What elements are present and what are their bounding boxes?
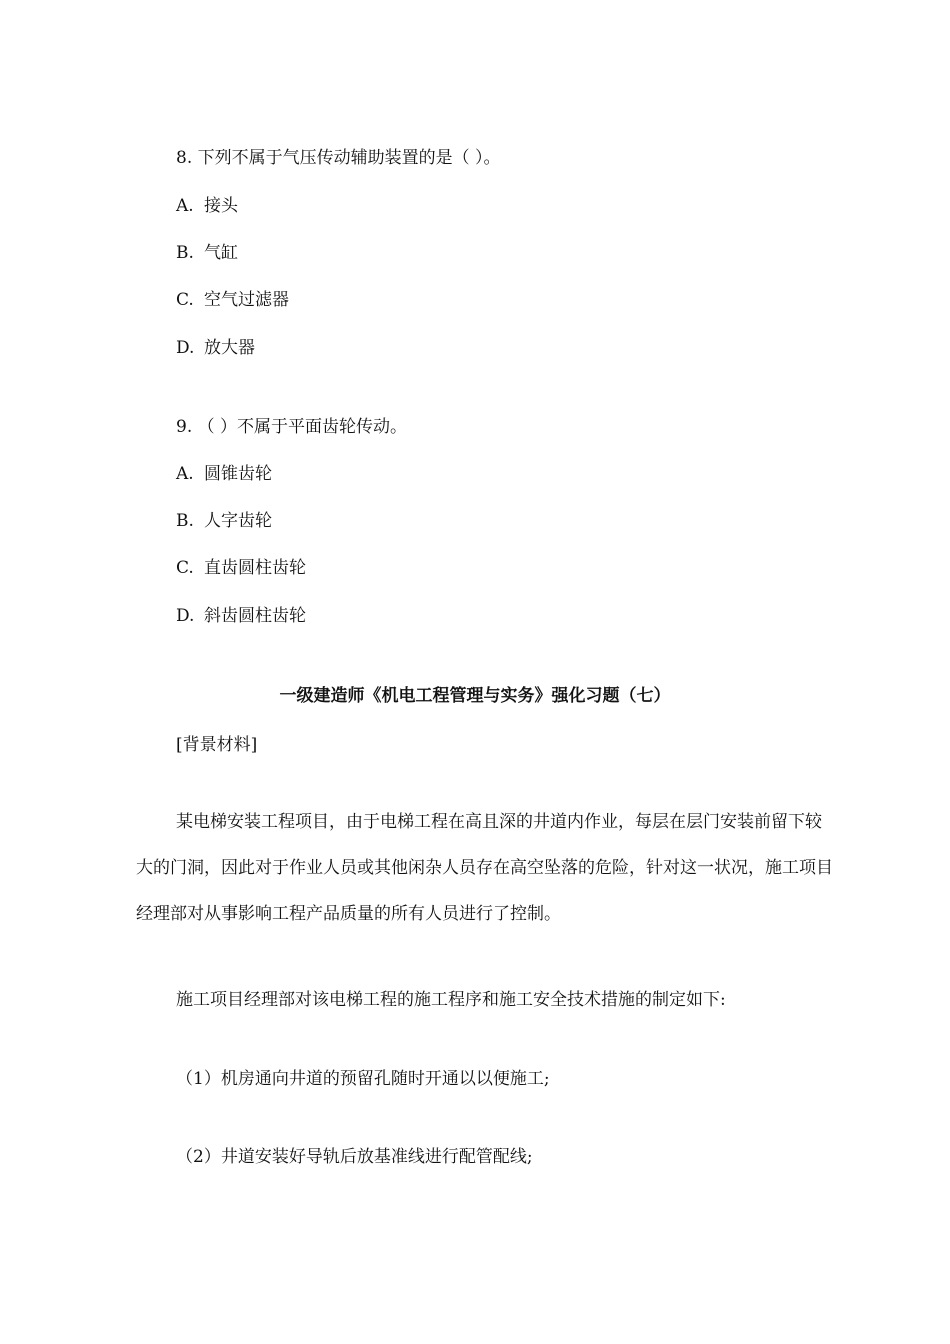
option-text: 放大器	[204, 338, 255, 358]
q8-option-b	[176, 241, 238, 265]
q9-option-c	[176, 556, 306, 580]
option-letter: A.	[176, 464, 194, 484]
option-text: 空气过滤器	[204, 290, 289, 310]
option-letter: D.	[176, 606, 195, 626]
option-letter: D.	[176, 338, 195, 358]
q9-option-b	[176, 509, 272, 533]
option-letter: A.	[176, 196, 194, 216]
background-paragraph: 某电梯安装工程项目，由于电梯工程在高且深的井道内作业，每层在层门安装前留下较大的门洞，因此对于作业人员或其他闲杂人员存在高空坠落的危险，针对这一状况，施工项目经理部对从事影响工程产品质量的所有人员进行了控制。	[136, 812, 833, 924]
question-9: 9. （ ）不属于平面齿轮传动。	[176, 417, 408, 437]
option-text: 接头	[204, 196, 238, 216]
section-title: 一级建造师《机电工程管理与实务》强化习题（七）	[279, 686, 671, 706]
q9-option-a	[176, 462, 272, 486]
q8-option-c	[176, 288, 289, 312]
option-letter: B.	[176, 511, 194, 531]
option-text: 圆锥齿轮	[204, 464, 272, 484]
q9-option-d	[176, 604, 306, 628]
background-label: [背景材料]	[176, 735, 258, 755]
measure-item-2: （2）井道安装好导轨后放基准线进行配管配线;	[176, 1147, 533, 1167]
option-text: 人字齿轮	[204, 511, 272, 531]
option-letter: B.	[176, 243, 194, 263]
q8-option-d	[176, 336, 255, 360]
option-text: 气缸	[204, 243, 238, 263]
measures-intro: 施工项目经理部对该电梯工程的施工程序和施工安全技术措施的制定如下:	[176, 990, 726, 1010]
option-letter: C.	[176, 290, 194, 310]
question-8: 8. 下列不属于气压传动辅助装置的是（ ）。	[176, 148, 501, 168]
measure-item-1: （1）机房通向井道的预留孔随时开通以以便施工;	[176, 1069, 550, 1089]
option-text: 直齿圆柱齿轮	[204, 558, 306, 578]
q8-option-a	[176, 194, 238, 218]
option-text: 斜齿圆柱齿轮	[204, 606, 306, 626]
option-letter: C.	[176, 558, 194, 578]
